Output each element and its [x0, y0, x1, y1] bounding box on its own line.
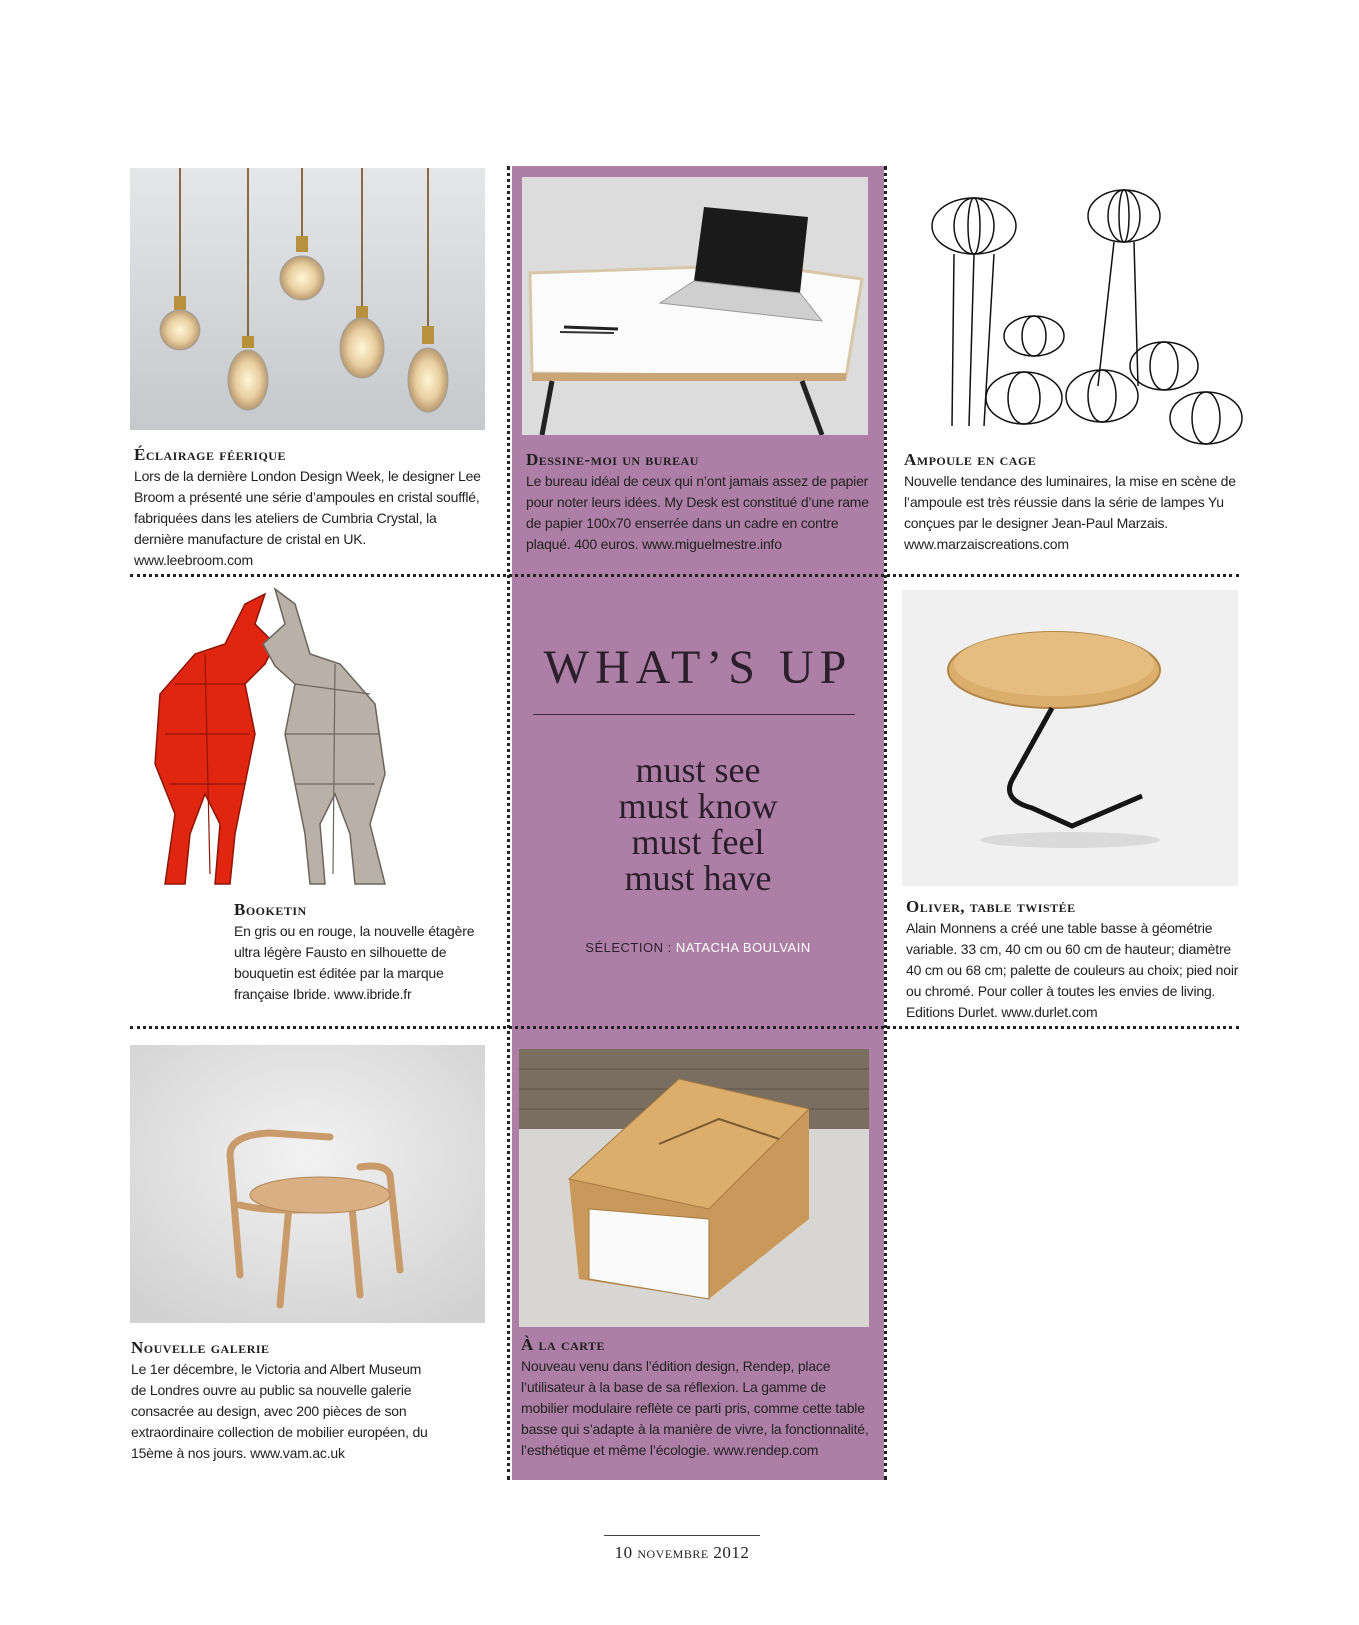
page-date: 10 novembre 2012 [614, 1543, 750, 1562]
chair-photo [130, 1045, 485, 1323]
row-divider-2 [130, 1026, 1239, 1029]
item-body: Lors de la dernière London Design Week, le designer Lee Broom a présenté une série d’ampoules en cristal soufflé, fabriquées dans les ateliers de Cumbria Crystal, la dernière manufacture de cristal en UK. www.leebroom.com [134, 468, 481, 568]
item-caption-ampoule [904, 450, 1244, 555]
item-title: Ampoule en cage [904, 450, 1037, 469]
item-body: Nouveau venu dans l’édition design, Rendep, place l’utilisateur à la base de sa réflexion. La gamme de mobilier modulaire reflète ce parti pris, comme cette table basse qui s’adapte à la manière de vivre, la fonctionnalité, l’esthétique et même l’écologie. www.rendep.com [521, 1358, 869, 1458]
modular-table-photo [519, 1049, 869, 1327]
item-body: Le bureau idéal de ceux qui n’ont jamais assez de papier pour noter leurs idées. My Desk est constitué d’une rame de papier 100x70 enserrée dans un cadre en contre plaqué. 400 euros. www.miguelmestre.info [526, 473, 869, 552]
item-title: Oliver, table twistée [906, 897, 1076, 916]
column-divider-right [884, 166, 887, 1480]
item-body: Alain Monnens a créé une table basse à géométrie variable. 33 cm, 40 cm ou 60 cm de hauteur; diamètre 40 cm ou 68 cm; palette de couleurs au choix; pied noir ou chromé. Pour coller à toutes les envies de living. Editions Durlet. www.durlet.com [906, 920, 1239, 1020]
item-title: Booketin [234, 900, 307, 919]
mantra-line: must see [635, 750, 761, 790]
selection-credit [512, 940, 884, 955]
mantra-line: must know [618, 786, 778, 826]
mantra-line: must have [624, 858, 772, 898]
oliver-table-photo [902, 590, 1238, 886]
item-caption-bureau [526, 450, 871, 555]
footer-rule [604, 1535, 760, 1536]
item-caption-eclairage [134, 445, 484, 571]
item-body: Le 1er décembre, le Victoria and Albert Museum de Londres ouvre au public sa nouvelle galerie consacrée au design, avec 200 pièces de son extraordinaire collection de mobilier européen, du 15ème à nos jours. www.vam.ac.uk [131, 1361, 428, 1461]
item-title: À la carte [521, 1335, 606, 1354]
item-title: Nouvelle galerie [131, 1338, 270, 1357]
item-body: Nouvelle tendance des luminaires, la mise en scène de l’ampoule est très réussie dans la série de lampes Yu conçues par le designer Jean-Paul Marzais. www.marzaiscreations.com [904, 473, 1236, 552]
row-divider-1 [130, 574, 1239, 577]
ibex-shelves-photo [135, 584, 395, 904]
item-title: Éclairage féerique [134, 445, 286, 464]
credit-name: NATACHA BOULVAIN [675, 940, 811, 955]
pendant-lights-photo [130, 168, 485, 430]
item-caption-booketin [234, 900, 484, 1005]
item-caption-carte [521, 1335, 869, 1461]
item-caption-galerie [131, 1338, 431, 1464]
credit-label: SÉLECTION : [585, 940, 676, 955]
column-divider-left [507, 166, 510, 1480]
mantra-block [512, 752, 884, 896]
cage-lamps-photo [924, 186, 1244, 452]
mantra-line: must feel [631, 822, 765, 862]
desk-laptop-photo [522, 177, 868, 435]
item-title: Dessine-moi un bureau [526, 450, 699, 469]
item-body: En gris ou en rouge, la nouvelle étagère ultra légère Fausto en silhouette de bouquetin est éditée par la marque française Ibride. www.ibride.fr [234, 923, 475, 1002]
title-rule [533, 714, 855, 715]
item-caption-oliver [906, 897, 1248, 1023]
section-title: WHAT’S UP [543, 641, 853, 694]
